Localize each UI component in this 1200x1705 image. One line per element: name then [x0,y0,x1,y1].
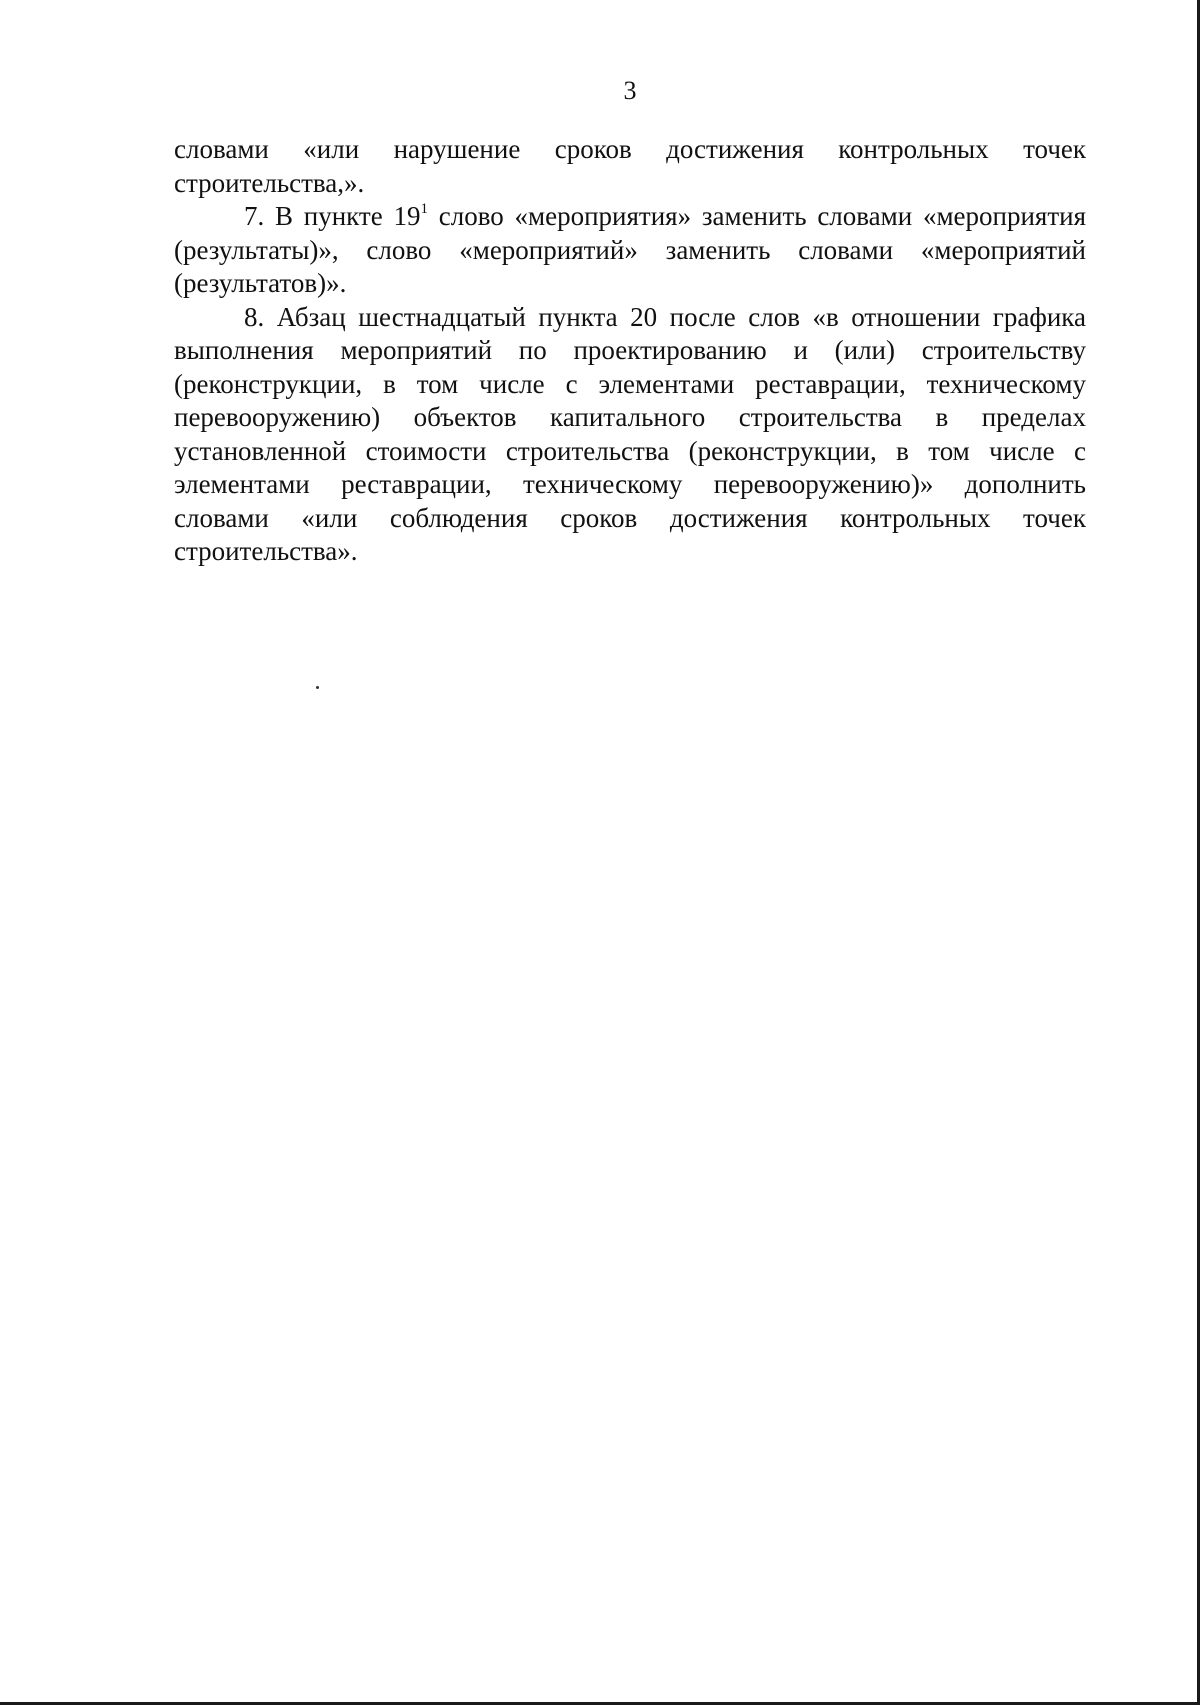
page-number: 3 [623,76,637,105]
paragraph-item-8: 8. Абзац шестнадцатый пункта 20 после слов «в отношении графика выполнения мероприятий по проектированию и (или) строительству (реконструкции, в том числе с элементами реставрации, техническому перевооружению) объектов капитального строительства в пределах установленной стоимости строительства (реконструкции, в том числе с элементами реставрации, техническому перевооружению)» дополнить словами «или соблюдения сроков достижения контрольных точек строительства». [174,301,1086,566]
paragraph-item-7-start: 7. В пункте 19 [244,201,421,231]
scan-speck [316,686,319,689]
paragraph-item-7-end: слово «мероприятия» заменить словами «мероприятия (результаты)», слово «мероприятий» заменить словами «мероприятий (результатов)». [174,201,1087,298]
document-body [174,133,1086,569]
paragraph-continuation: словами «или нарушение сроков достижения контрольных точек строительства,». [174,134,1086,198]
paragraph-item-7-superscript: 1 [420,201,428,217]
paragraph-item-7 [174,200,1086,301]
